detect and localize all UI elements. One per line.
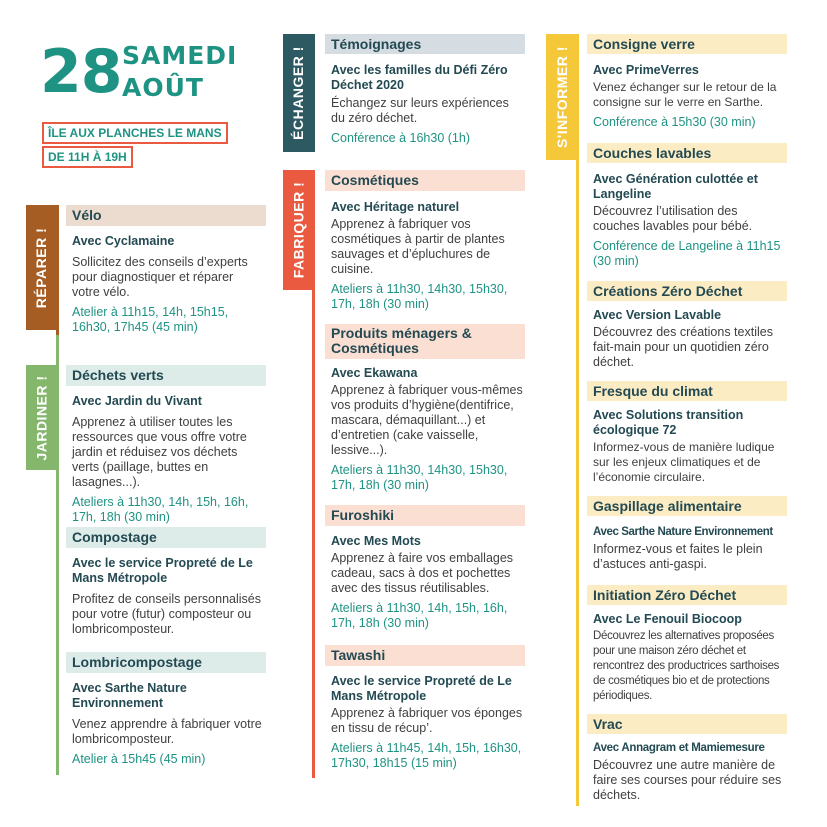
section-title: Fresque du climat <box>587 381 787 401</box>
description: Découvrez des créations textiles fait-main pour un quotidien zéro déchet. <box>593 325 773 369</box>
organizer: Avec Sarthe Nature Environnement <box>593 526 773 538</box>
activity-vrac <box>587 714 787 803</box>
schedule: Atelier à 15h45 (45 min) <box>72 752 206 766</box>
schedule: Ateliers à 11h45, 14h, 15h, 16h30, 17h30, 18h15 (15 min) <box>331 741 522 770</box>
section-title: Cosmétiques <box>325 170 525 191</box>
description: Venez échanger sur le retour de la consigne sur le verre en Sarthe. <box>593 80 777 109</box>
description: Apprenez à faire vos emballages cadeau, sacs à dos et pochettes avec des tissus réutilisables. <box>331 551 514 595</box>
tag-fabriquer: FABRIQUER ! <box>283 170 313 290</box>
day-number: 28 <box>40 37 122 107</box>
section-title: Témoignages <box>325 34 525 54</box>
section-title: Tawashi <box>325 645 525 666</box>
organizer: Avec Mes Mots <box>331 534 421 548</box>
organizer: Avec Sarthe Nature Environnement <box>72 681 187 710</box>
schedule: Conférence de Langeline à 11h15 (30 min) <box>593 239 781 268</box>
organizer: Avec Solutions transition écologique 72 <box>593 408 744 437</box>
description: Venez apprendre à fabriquer votre lombricomposteur. <box>72 717 262 746</box>
description: Apprenez à utiliser toutes les ressources que vous offre votre jardin et réduisez vos déchets verts (paillage, buttes en lasagnes...). <box>72 415 247 489</box>
organizer: Avec Version Lavable <box>593 308 722 322</box>
description: Informez-vous et faites le plein d’astuces anti-gaspi. <box>593 542 763 571</box>
schedule: Atelier à 11h15, 14h, 15h15, 16h30, 17h45 (45 min) <box>72 305 229 334</box>
day-name: SAMEDI <box>122 41 238 70</box>
section-title: Déchets verts <box>66 365 266 386</box>
section-title: Furoshiki <box>325 505 525 526</box>
schedule: Ateliers à 11h30, 14h30, 15h30, 17h, 18h (30 min) <box>331 463 508 492</box>
month: AOÛT <box>122 73 204 102</box>
organizer: Avec Génération culottée et Langeline <box>593 172 758 201</box>
section-title: Compostage <box>66 527 266 548</box>
activity-cosmetiques <box>325 170 525 312</box>
schedule: Ateliers à 11h30, 14h30, 15h30, 17h, 18h (30 min) <box>331 282 508 311</box>
section-title: Vélo <box>66 205 266 226</box>
organizer: Avec Ekawana <box>331 366 418 380</box>
section-title: Initiation Zéro Déchet <box>587 585 787 605</box>
description: Apprenez à fabriquer vous-mêmes vos produits d’hygiène(dentifrice, mascara, démaquillant...) et d’entretien (cake vaisselle, lessive...). <box>331 383 523 457</box>
tag-sinformer: S'INFORMER ! <box>546 34 577 160</box>
organizer: Avec le service Propreté de Le Mans Métropole <box>331 674 512 703</box>
schedule: Conférence à 16h30 (1h) <box>331 131 470 145</box>
section-title: Créations Zéro Déchet <box>587 281 787 301</box>
tag-reparer: RÉPARER ! <box>26 205 57 330</box>
section-title: Produits ménagers & Cosmétiques <box>325 324 525 359</box>
organizer: Avec Jardin du Vivant <box>72 394 202 408</box>
description: Découvrez une autre manière de faire ses courses pour réduire ses déchets. <box>593 758 782 802</box>
section-title: Couches lavables <box>587 143 787 163</box>
description: Échangez sur leurs expériences du zéro déchet. <box>331 96 509 125</box>
activity-compostage <box>66 527 266 637</box>
activity-gaspillage-alimentaire <box>587 496 787 572</box>
activity-produits-menagers <box>325 324 525 493</box>
activity-dechets-verts <box>66 365 266 525</box>
description: Informez-vous de manière ludique sur les enjeux climatiques et de l’économie circulaire. <box>593 440 775 484</box>
section-title: Vrac <box>587 714 787 734</box>
description: Apprenez à fabriquer vos cosmétiques à partir de plantes sauvages et d’épluchures de cuisine. <box>331 217 505 276</box>
description: Sollicitez des conseils d’experts pour diagnostiquer et réparer votre vélo. <box>72 255 248 299</box>
tag-jardiner: JARDINER ! <box>26 365 57 470</box>
hours-badge: DE 11H À 19H <box>42 146 133 168</box>
organizer: Avec Cyclamaine <box>72 234 175 248</box>
activity-velo <box>66 205 266 335</box>
activity-furoshiki <box>325 505 525 631</box>
description: Découvrez les alternatives proposées pour une maison zéro déchet et rencontrez des productrices sarthoises de cosmétiques bio et de protections périodiques. <box>593 630 780 702</box>
section-title: Gaspillage alimentaire <box>587 496 787 516</box>
location-badge: ÎLE AUX PLANCHES LE MANS <box>42 122 228 144</box>
activity-creations-zero-dechet <box>587 281 787 370</box>
schedule: Conférence à 15h30 (30 min) <box>593 115 756 129</box>
activity-fresque-climat <box>587 381 787 485</box>
organizer: Avec PrimeVerres <box>593 63 699 77</box>
description: Profitez de conseils personnalisés pour votre (futur) composteur ou lombricomposteur. <box>72 592 261 636</box>
activity-couches-lavables <box>587 143 787 269</box>
activity-initiation-zero-dechet <box>587 585 787 704</box>
activity-tawashi <box>325 645 525 771</box>
section-title: Lombricompostage <box>66 652 266 673</box>
organizer: Avec Le Fenouil Biocoop <box>593 612 742 626</box>
schedule: Ateliers à 11h30, 14h, 15h, 16h, 17h, 18h (30 min) <box>331 601 508 630</box>
organizer: Avec Annagram et Mamiemesure <box>593 742 765 754</box>
section-title: Consigne verre <box>587 34 787 54</box>
organizer: Avec Héritage naturel <box>331 200 460 214</box>
organizer: Avec les familles du Défi Zéro Déchet 2020 <box>331 63 508 92</box>
activity-temoignages <box>325 34 525 146</box>
description: Découvrez l’utilisation des couches lavables pour bébé. <box>593 204 753 233</box>
tag-echanger: ÉCHANGER ! <box>283 34 313 152</box>
activity-lombricompostage <box>66 652 266 767</box>
description: Apprenez à fabriquer vos éponges en tissu de récup’. <box>331 706 523 735</box>
schedule: Ateliers à 11h30, 14h, 15h, 16h, 17h, 18h (30 min) <box>72 495 249 524</box>
organizer: Avec le service Propreté de Le Mans Métropole <box>72 556 253 585</box>
activity-consigne-verre <box>587 34 787 130</box>
